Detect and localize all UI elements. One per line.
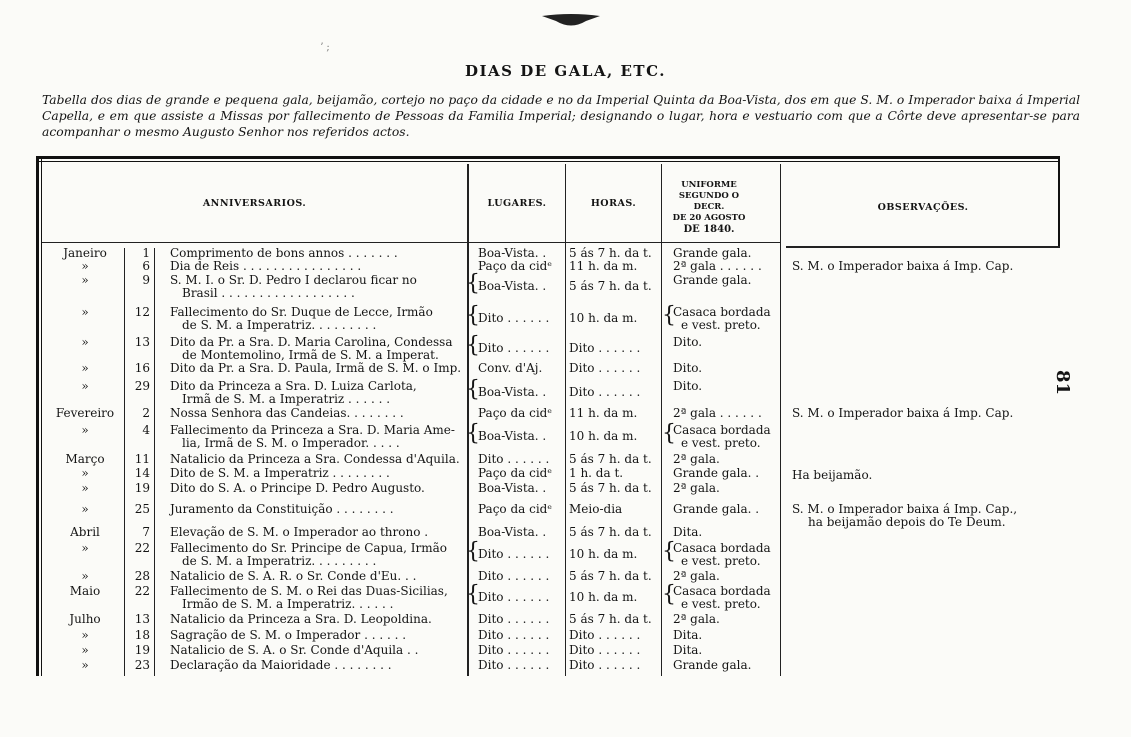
uniform-cell — [673, 585, 783, 611]
place-cell: Dito . . . . . . — [478, 612, 550, 626]
table-border-left — [36, 156, 39, 676]
anniversary-line: Elevação de S. M. o Imperador ao throno . — [170, 525, 429, 539]
observation-cell — [792, 260, 1054, 273]
header-anniversarios: ANNIVERSARIOS. — [202, 198, 307, 209]
month-cell: » — [81, 643, 89, 657]
hour-cell: 10 h. da m. — [569, 311, 638, 325]
day-cell: 19 — [134, 643, 150, 657]
place-cell: Dito . . . . . . — [478, 658, 550, 672]
anniversary-line: Dito da Princeza a Sra. D. Luiza Carlota, — [170, 379, 417, 393]
col-divider-month — [124, 248, 125, 676]
table-border-left-inner — [41, 156, 42, 676]
anniversary-cell — [170, 570, 466, 583]
hour-cell: 10 h. da m. — [569, 590, 638, 604]
observation-cell — [792, 469, 1054, 482]
month-cell: » — [81, 541, 89, 555]
uniform-cell — [673, 542, 783, 568]
place-cell: Boa-Vista. . — [478, 481, 547, 495]
month-cell: Abril — [70, 525, 100, 539]
brace-mark: { — [662, 303, 676, 328]
month-cell: Julho — [69, 612, 101, 626]
day-cell: 23 — [134, 658, 150, 672]
hour-cell: Meio-dia — [569, 502, 623, 516]
hour-cell: Dito . . . . . . — [569, 341, 641, 355]
uniform-line: Grande gala. — [673, 658, 752, 672]
uniform-line: Dita. — [673, 643, 703, 657]
uniform-cell — [673, 453, 783, 466]
uniform-cell — [673, 424, 783, 450]
day-cell: 29 — [134, 379, 150, 393]
uniform-cell — [673, 260, 783, 273]
brace-mark: { — [466, 377, 480, 402]
month-cell: » — [81, 379, 89, 393]
anniversary-cell — [170, 629, 466, 642]
anniversary-line: Dito do S. A. o Principe D. Pedro Augusto. — [170, 481, 425, 495]
hour-cell: 5 ás 7 h. da t. — [569, 481, 652, 495]
uniform-cell — [673, 659, 783, 672]
anniversary-line: Dito da Pr. a Sra. D. Maria Carolina, Condessa — [170, 335, 453, 349]
anniversary-cell — [170, 260, 466, 273]
place-cell: Boa-Vista. . — [478, 246, 547, 260]
observation-cell — [792, 503, 1054, 529]
uniform-cell — [673, 503, 783, 516]
uniform-cell — [673, 467, 783, 480]
hour-cell: 5 ás 7 h. da t. — [569, 452, 652, 466]
place-cell: Boa-Vista. . — [478, 279, 547, 293]
anniversary-line: de S. M. a Imperatriz. . . . . . . . . — [182, 318, 377, 332]
uniform-line: Dito. — [673, 361, 703, 375]
anniversary-line: Brasil . . . . . . . . . . . . . . . . . . — [182, 286, 355, 300]
uniform-cell — [673, 482, 783, 495]
hour-cell: Dito . . . . . . — [569, 658, 641, 672]
anniversary-line: Natalicio da Princeza a Sra. Condessa d'Aquila. — [170, 452, 460, 466]
day-cell: 12 — [134, 305, 150, 319]
header-observacoes: OBSERVAÇÕES. — [877, 202, 969, 213]
table-border-top-inner — [36, 161, 1060, 162]
anniversary-line: Natalicio de S. A. o Sr. Conde d'Aquila . . — [170, 643, 419, 657]
anniversary-line: S. M. I. o Sr. D. Pedro I declarou ficar no — [170, 273, 417, 287]
uniform-line: Casaca bordada — [673, 584, 771, 598]
day-cell: 11 — [134, 452, 150, 466]
day-cell: 13 — [134, 335, 150, 349]
day-cell: 18 — [134, 628, 150, 642]
anniversary-cell — [170, 585, 466, 611]
month-cell: Janeiro — [63, 246, 107, 260]
place-cell: Dito . . . . . . — [478, 547, 550, 561]
uniform-cell — [673, 407, 783, 420]
uniform-line: Dito. — [673, 379, 703, 393]
header-rule-3 — [566, 242, 661, 243]
header-rule-2 — [469, 242, 565, 243]
uniform-cell — [673, 306, 783, 332]
uniform-line: Grande gala. — [673, 273, 752, 287]
anniversary-line: Irmã de S. M. a Imperatriz . . . . . . — [182, 392, 391, 406]
day-cell: 7 — [142, 525, 150, 539]
place-cell: Conv. d'Aj. — [478, 361, 543, 375]
month-cell: » — [81, 658, 89, 672]
hour-cell: 5 ás 7 h. da t. — [569, 569, 652, 583]
anniversary-line: Dito de S. M. a Imperatriz . . . . . . . . — [170, 466, 390, 480]
gala-days-table — [36, 156, 1060, 676]
place-cell: Dito . . . . . . — [478, 643, 550, 657]
day-cell: 19 — [134, 481, 150, 495]
hour-cell: 10 h. da m. — [569, 547, 638, 561]
day-cell: 4 — [142, 423, 150, 437]
header-rule-4 — [662, 242, 780, 243]
header-lugares: LUGARES. — [487, 198, 547, 209]
place-cell: Dito . . . . . . — [478, 341, 550, 355]
day-cell: 28 — [134, 569, 150, 583]
anniversary-cell — [170, 613, 466, 626]
place-cell: Dito . . . . . . — [478, 590, 550, 604]
intro-paragraph: Tabella dos dias de grande e pequena gala, beijamão, cortejo no paço da cidade e no da Imperial Quinta da Boa-Vista, dos em que S. M. o Imperador baixa á Imperial Capella, e em que assiste a Missas por fallecimento de Pessoas da Familia Imperial; designando o lugar, hora e vestuario com que a Côrte deve apresentar-se para acompanhar o mesmo Augusto Senhor nos referidos actos. — [42, 93, 1080, 139]
uniform-line: e vest. preto. — [681, 597, 761, 611]
day-cell: 22 — [134, 541, 150, 555]
uniform-line: e vest. preto. — [681, 436, 761, 450]
month-cell: » — [81, 273, 89, 287]
month-cell: » — [81, 481, 89, 495]
uniform-cell — [673, 644, 783, 657]
hour-cell: 10 h. da m. — [569, 429, 638, 443]
anniversary-line: Sagração de S. M. o Imperador . . . . . . — [170, 628, 407, 642]
month-cell: » — [81, 423, 89, 437]
month-cell: » — [81, 305, 89, 319]
anniversary-line: Fallecimento da Princeza a Sra. D. Maria Ame- — [170, 423, 455, 437]
uniform-line: Casaca bordada — [673, 423, 771, 437]
place-cell: Boa-Vista. . — [478, 525, 547, 539]
header-rule-5 — [786, 246, 1060, 248]
month-cell: » — [81, 466, 89, 480]
uniform-line: Dita. — [673, 628, 703, 642]
uniform-cell — [673, 570, 783, 583]
place-cell: Paço da cidᵉ — [478, 502, 552, 516]
brace-mark: { — [466, 421, 480, 446]
anniversary-line: Dia de Reis . . . . . . . . . . . . . . . . — [170, 259, 362, 273]
place-cell: Dito . . . . . . — [478, 452, 550, 466]
hour-cell: 5 ás 7 h. da t. — [569, 612, 652, 626]
anniversary-cell — [170, 644, 466, 657]
hour-cell: Dito . . . . . . — [569, 385, 641, 399]
uniform-line: 2ª gala. — [673, 452, 720, 466]
month-cell: » — [81, 361, 89, 375]
header-uniforme: UNIFORME SEGUNDO O DECR. DE 20 AGOSTO DE 1840. — [672, 180, 746, 235]
uniform-line: 2ª gala. — [673, 569, 720, 583]
page-title: DIAS DE GALA, ETC. — [465, 62, 666, 80]
brace-mark: { — [662, 421, 676, 446]
uniform-line: Dito. — [673, 335, 703, 349]
uniform-line: 2ª gala . . . . . . — [673, 406, 762, 420]
observation-line: S. M. o Imperador baixa á Imp. Cap. — [792, 259, 1014, 273]
col-divider-day — [154, 248, 155, 676]
col-divider-lugares — [565, 164, 566, 676]
brace-mark: { — [466, 333, 480, 358]
month-cell: » — [81, 569, 89, 583]
ornament-icon — [540, 12, 602, 30]
month-cell: » — [81, 502, 89, 516]
anniversary-line: Natalicio de S. A. R. o Sr. Conde d'Eu. . . — [170, 569, 417, 583]
observation-line: S. M. o Imperador baixa á Imp. Cap., — [792, 502, 1018, 516]
anniversary-line: Fallecimento de S. M. o Rei das Duas-Sicilias, — [170, 584, 448, 598]
anniversary-cell — [170, 503, 466, 516]
place-cell: Paço da cidᵉ — [478, 466, 552, 480]
anniversary-cell — [170, 424, 466, 450]
uniform-line: e vest. preto. — [681, 554, 761, 568]
month-cell: Maio — [69, 584, 101, 598]
anniversary-line: Fallecimento do Sr. Principe de Capua, Irmão — [170, 541, 447, 555]
brace-mark: { — [662, 539, 676, 564]
observation-line: Ha beijamão. — [792, 468, 873, 482]
uniform-line: Grande gala. — [673, 246, 752, 260]
hour-cell: Dito . . . . . . — [569, 361, 641, 375]
anniversary-cell — [170, 659, 466, 672]
uniform-line: Casaca bordada — [673, 541, 771, 555]
anniversary-cell — [170, 482, 466, 495]
month-cell: Fevereiro — [55, 406, 115, 420]
hour-cell: Dito . . . . . . — [569, 628, 641, 642]
hour-cell: 5 ás 7 h. da t. — [569, 279, 652, 293]
anniversary-line: Irmão de S. M. a Imperatriz. . . . . . — [182, 597, 394, 611]
day-cell: 6 — [142, 259, 150, 273]
uniform-line: Casaca bordada — [673, 305, 771, 319]
brace-mark: { — [466, 582, 480, 607]
place-cell: Dito . . . . . . — [478, 311, 550, 325]
day-cell: 13 — [134, 612, 150, 626]
uniform-cell — [673, 380, 783, 393]
anniversary-cell — [170, 336, 466, 362]
hour-cell: 1 h. da t. — [569, 466, 624, 480]
place-cell: Boa-Vista. . — [478, 429, 547, 443]
anniversary-line: lia, Irmã de S. M. o Imperador. . . . . — [182, 436, 400, 450]
anniversary-line: Natalicio da Princeza a Sra. D. Leopoldina. — [170, 612, 432, 626]
anniversary-cell — [170, 453, 466, 466]
place-cell: Dito . . . . . . — [478, 628, 550, 642]
anniversary-cell — [170, 407, 466, 420]
anniversary-cell — [170, 306, 466, 332]
day-cell: 22 — [134, 584, 150, 598]
anniversary-line: Comprimento de bons annos . . . . . . . — [170, 246, 398, 260]
anniversary-cell — [170, 526, 466, 539]
uniform-cell — [673, 274, 783, 287]
hour-cell: 11 h. da m. — [569, 406, 638, 420]
brace-mark: { — [466, 271, 480, 296]
day-cell: 2 — [142, 406, 150, 420]
page-number: 81 — [1052, 369, 1074, 396]
anniversary-line: de Montemolino, Irmã de S. M. a Imperat. — [182, 348, 439, 362]
place-cell: Paço da cidᵉ — [478, 259, 552, 273]
hour-cell: 5 ás 7 h. da t. — [569, 246, 652, 260]
uniform-line: 2ª gala . . . . . . — [673, 259, 762, 273]
observation-cell — [792, 407, 1054, 420]
month-cell: » — [81, 259, 89, 273]
observation-line: ha beijamão depois do Te Deum. — [808, 515, 1006, 529]
place-cell: Paço da cidᵉ — [478, 406, 552, 420]
place-cell: Boa-Vista. . — [478, 385, 547, 399]
hour-cell: 5 ás 7 h. da t. — [569, 525, 652, 539]
month-cell: » — [81, 335, 89, 349]
anniversary-cell — [170, 467, 466, 480]
observation-line: S. M. o Imperador baixa á Imp. Cap. — [792, 406, 1014, 420]
place-cell: Dito . . . . . . — [478, 569, 550, 583]
hour-cell: 11 h. da m. — [569, 259, 638, 273]
uniform-line: e vest. preto. — [681, 318, 761, 332]
header-horas: HORAS. — [590, 198, 637, 209]
day-cell: 1 — [142, 246, 150, 260]
table-border-top — [36, 156, 1060, 159]
uniform-line: 2ª gala. — [673, 612, 720, 626]
month-cell: » — [81, 628, 89, 642]
anniversary-cell — [170, 380, 466, 406]
uniform-cell — [673, 613, 783, 626]
day-cell: 14 — [134, 466, 150, 480]
anniversary-line: Declaração da Maioridade . . . . . . . . — [170, 658, 392, 672]
brace-mark: { — [662, 582, 676, 607]
anniversary-line: Juramento da Constituição . . . . . . . . — [170, 502, 394, 516]
day-cell: 9 — [142, 273, 150, 287]
uniform-cell — [673, 362, 783, 375]
uniform-cell — [673, 526, 783, 539]
uniform-line: Dita. — [673, 525, 703, 539]
uniform-cell — [673, 336, 783, 349]
day-cell: 25 — [134, 502, 150, 516]
brace-mark: { — [466, 539, 480, 564]
anniversary-cell — [170, 542, 466, 568]
header-rule-1 — [42, 242, 467, 243]
anniversary-line: Nossa Senhora das Candeias. . . . . . . . — [170, 406, 404, 420]
anniversary-cell — [170, 362, 466, 375]
anniversary-cell — [170, 274, 466, 300]
uniform-line: 2ª gala. — [673, 481, 720, 495]
uniform-line: Grande gala. . — [673, 502, 760, 516]
anniversary-line: Dito da Pr. a Sra. D. Paula, Irmã de S. M. o Imp. — [170, 361, 462, 375]
anniversary-line: Fallecimento do Sr. Duque de Lecce, Irmão — [170, 305, 433, 319]
page-mark: ʼ ; — [320, 42, 330, 53]
brace-mark: { — [466, 303, 480, 328]
anniversary-line: de S. M. a Imperatriz. . . . . . . . . — [182, 554, 377, 568]
uniform-cell — [673, 629, 783, 642]
uniform-line: Grande gala. . — [673, 466, 760, 480]
month-cell: Março — [65, 452, 105, 466]
hour-cell: Dito . . . . . . — [569, 643, 641, 657]
day-cell: 16 — [134, 361, 150, 375]
